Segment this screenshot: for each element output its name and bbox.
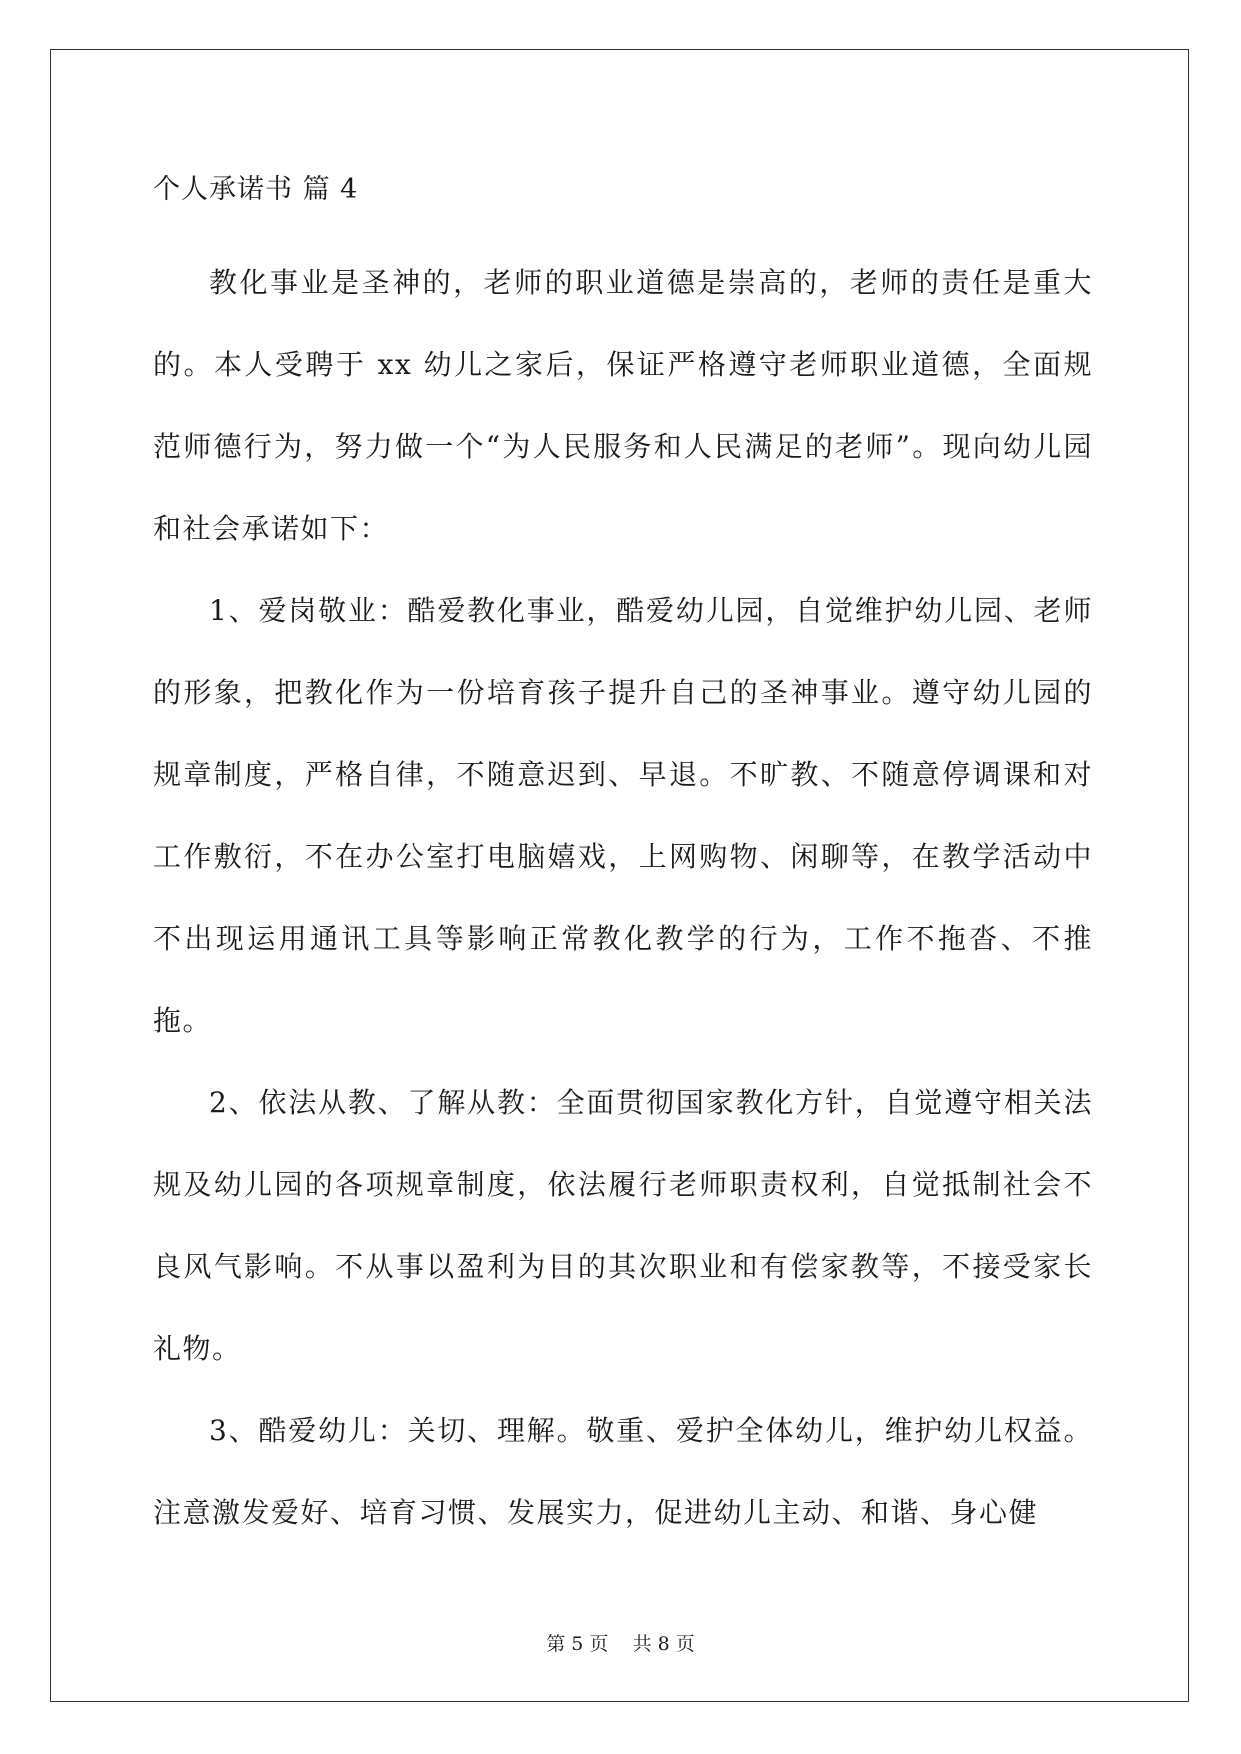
paragraph-item-3: 3、酷爱幼儿：关切、理解。敬重、爱护全体幼儿，维护幼儿权益。注意激发爱好、培育习惯、发展实力，促进幼儿主动、和谐、身心健 (153, 1414, 1093, 1529)
document-body (153, 160, 1093, 1554)
paragraph-item-2: 2、依法从教、了解从教：全面贯彻国家教化方针，自觉遵守相关法规及幼儿园的各项规章制度，依法履行老师职责权利，自觉抵制社会不良风气影响。不从事以盈利为目的其次职业和有偿家教等，不接受家长礼物。 (153, 1086, 1093, 1365)
paragraph-item-1: 1、爱岗敬业：酷爱教化事业，酷爱幼儿园，自觉维护幼儿园、老师的形象，把教化作为一份培育孩子提升自己的圣神事业。遵守幼儿园的规章制度，严格自律，不随意迟到、早退。不旷教、不随意停调课和对工作敷衍，不在办公室打电脑嬉戏，上网购物、闲聊等，在教学活动中不出现运用通讯工具等影响正常教化教学的行为，工作不拖沓、不推拖。 (153, 594, 1093, 1037)
section-heading: 个人承诺书 篇 4 (153, 174, 359, 205)
paragraph-intro: 教化事业是圣神的，老师的职业道德是崇高的，老师的责任是重大的。本人受聘于 xx 幼儿之家后，保证严格遵守老师职业道德，全面规范师德行为，努力做一个“为人民服务和人民满足的老师”。现向幼儿园和社会承诺如下： (153, 266, 1093, 545)
page-footer: 第 5 页 共 8 页 (546, 1633, 695, 1655)
